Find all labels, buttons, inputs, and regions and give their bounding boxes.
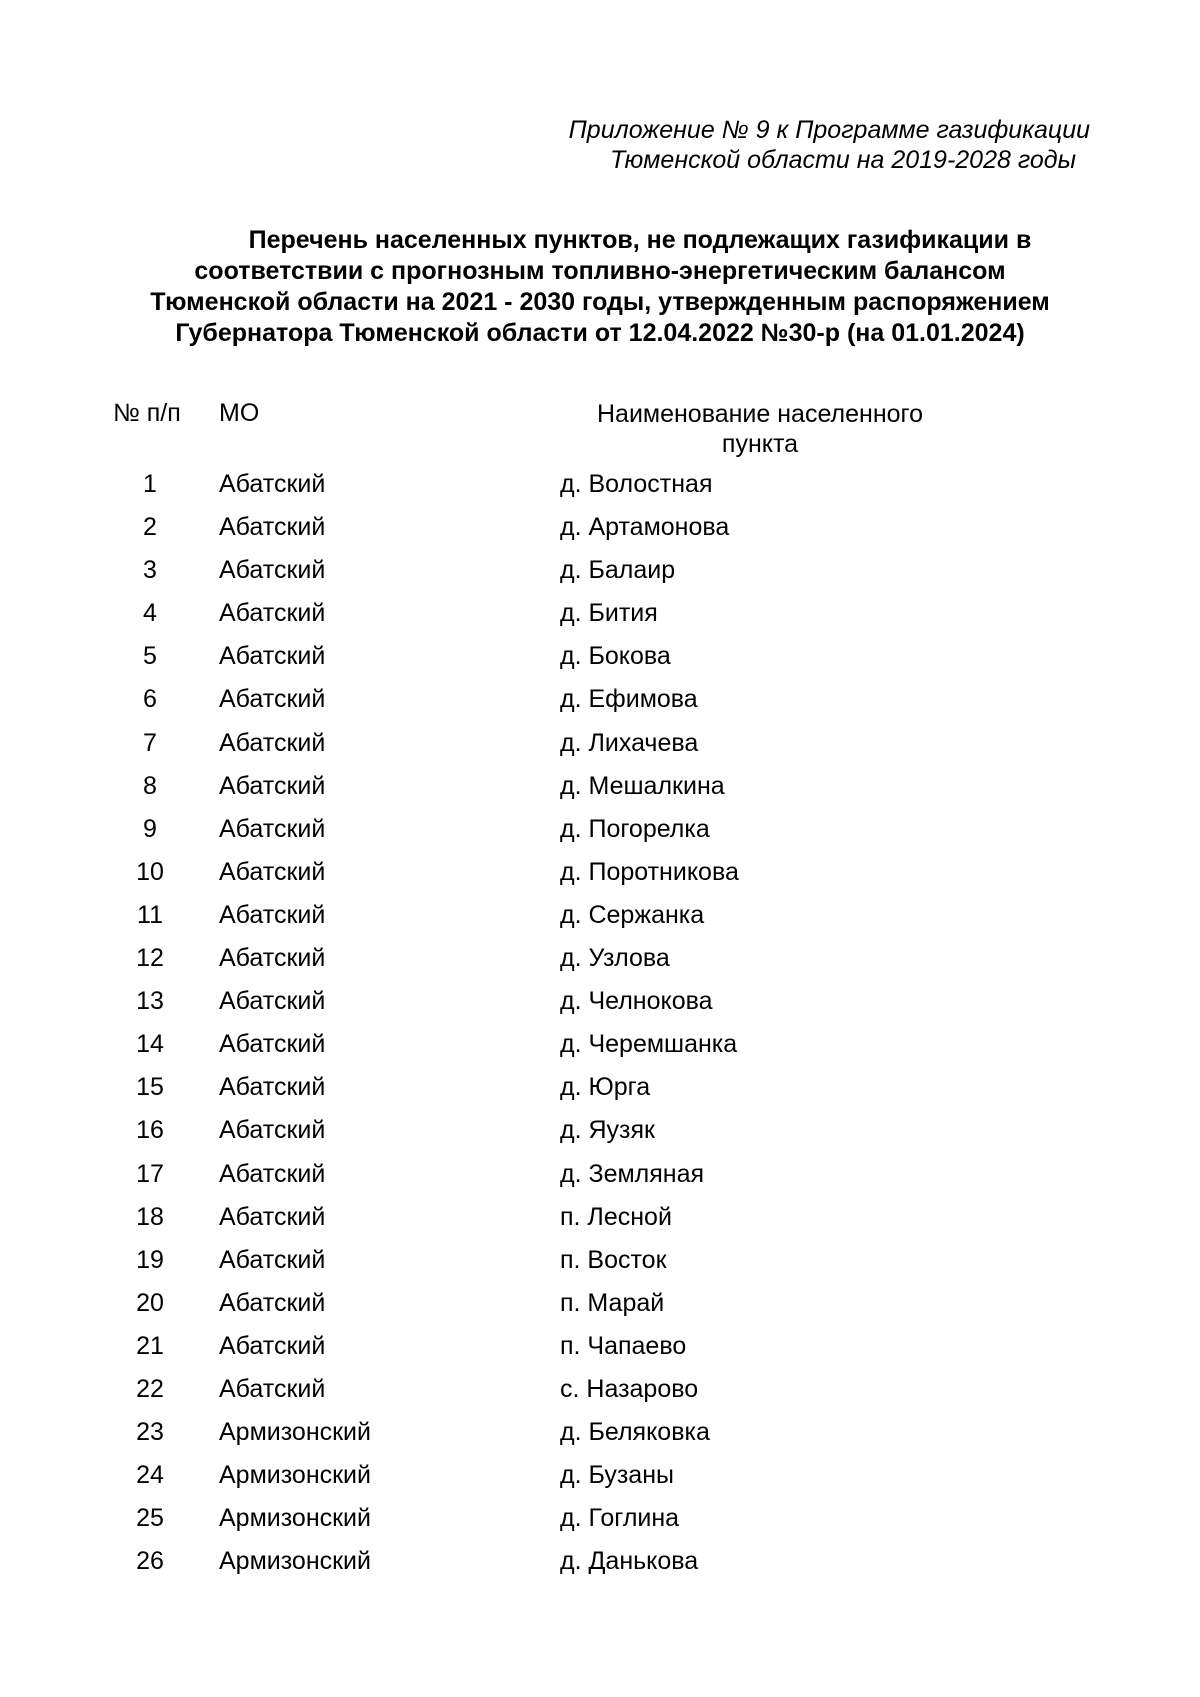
table-row: [0, 1153, 1200, 1196]
row-number: 18: [136, 1202, 164, 1231]
title-line-3: Тюменской области на 2021 - 2030 годы, утвержденным распоряжением: [150, 288, 1050, 316]
row-number: 2: [143, 513, 157, 542]
row-municipality: Абатский: [219, 771, 326, 800]
row-municipality: Армизонский: [219, 1547, 371, 1576]
table-row: [0, 1540, 1200, 1583]
row-municipality: Абатский: [219, 1159, 326, 1188]
table-row: [0, 592, 1200, 635]
row-number: 23: [136, 1418, 164, 1447]
row-municipality: Абатский: [219, 513, 326, 542]
row-number: 13: [136, 987, 164, 1016]
appendix-line-2: Тюменской области на 2019-2028 годы: [610, 146, 1076, 174]
row-municipality: Абатский: [219, 556, 326, 585]
row-municipality: Абатский: [219, 1202, 326, 1231]
row-settlement-name: д. Бития: [560, 599, 658, 628]
row-municipality: Абатский: [219, 1116, 326, 1145]
row-settlement-name: д. Артамонова: [560, 513, 730, 542]
table-row: [0, 765, 1200, 808]
row-number: 20: [136, 1288, 164, 1317]
row-number: 19: [136, 1245, 164, 1274]
row-settlement-name: д. Ефимова: [560, 685, 698, 714]
row-municipality: Абатский: [219, 944, 326, 973]
title-line-4: Губернатора Тюменской области от 12.04.2022 №30-р (на 01.01.2024): [175, 319, 1025, 347]
row-settlement-name: д. Погорелка: [560, 814, 710, 843]
row-municipality: Абатский: [219, 1374, 326, 1403]
title-line-1: Перечень населенных пунктов, не подлежащих газификации в: [248, 226, 1032, 254]
row-municipality: Абатский: [219, 1288, 326, 1317]
row-municipality: Абатский: [219, 470, 326, 498]
appendix-line-1: Приложение № 9 к Программе газификации: [568, 116, 1090, 144]
row-settlement-name: п. Восток: [560, 1245, 667, 1274]
row-settlement-name: д. Мешалкина: [560, 771, 725, 800]
row-settlement-name: д. Балаир: [560, 556, 676, 585]
table-row: [0, 1109, 1200, 1152]
table-row: [0, 1497, 1200, 1540]
row-number: 15: [136, 1073, 164, 1102]
appendix-note: [0, 115, 1090, 175]
row-number: 3: [143, 556, 157, 585]
row-municipality: Абатский: [219, 987, 326, 1016]
row-municipality: Абатский: [219, 1331, 326, 1360]
row-settlement-name: д. Черемшанка: [560, 1030, 738, 1059]
table-row: [0, 1411, 1200, 1454]
row-settlement-name: д. Лихачева: [560, 728, 699, 757]
row-settlement-name: д. Юрга: [560, 1073, 651, 1102]
row-municipality: Абатский: [219, 814, 326, 843]
row-settlement-name: д. Земляная: [560, 1159, 705, 1188]
table-row: [0, 678, 1200, 721]
row-municipality: Абатский: [219, 728, 326, 757]
row-settlement-name: с. Назарово: [560, 1374, 699, 1403]
row-number: 4: [143, 599, 157, 628]
table-row: [0, 851, 1200, 894]
table-row: [0, 937, 1200, 980]
row-number: 1: [143, 470, 157, 498]
table-row: [0, 722, 1200, 765]
row-settlement-name: д. Волостная: [560, 470, 713, 498]
row-number: 14: [136, 1030, 164, 1059]
row-number: 9: [143, 814, 157, 843]
table-header: [0, 399, 1200, 459]
row-municipality: Абатский: [219, 1245, 326, 1274]
table-row: [0, 1325, 1200, 1368]
table-row: [0, 808, 1200, 851]
row-number: 5: [143, 642, 157, 671]
table-row: [0, 1239, 1200, 1282]
row-number: 16: [136, 1116, 164, 1145]
header-settlement-name-line-1: Наименование населенного: [596, 400, 923, 428]
row-settlement-name: п. Чапаево: [560, 1331, 687, 1360]
row-number: 11: [137, 900, 163, 929]
row-number: 8: [143, 771, 157, 800]
row-number: 24: [136, 1461, 164, 1490]
table-row: [0, 1368, 1200, 1411]
table-row: [0, 635, 1200, 678]
row-settlement-name: д. Бокова: [560, 642, 671, 671]
row-settlement-name: д. Челнокова: [560, 987, 713, 1016]
table-row: [0, 894, 1200, 937]
row-settlement-name: д. Беляковка: [560, 1418, 710, 1447]
row-settlement-name: д. Данькова: [560, 1547, 699, 1576]
header-settlement-name-line-2: пункта: [721, 430, 799, 458]
row-municipality: Армизонский: [219, 1461, 371, 1490]
row-number: 6: [143, 685, 157, 714]
table-row: [0, 1023, 1200, 1066]
header-settlement-name: [560, 399, 960, 459]
row-municipality: Абатский: [219, 599, 326, 628]
row-municipality: Абатский: [219, 685, 326, 714]
table-row: [0, 463, 1200, 506]
row-settlement-name: п. Марай: [560, 1288, 665, 1317]
header-municipality: МО: [219, 399, 260, 427]
row-municipality: Абатский: [219, 1073, 326, 1102]
table-row: [0, 1196, 1200, 1239]
row-number: 22: [136, 1374, 164, 1403]
row-number: 26: [136, 1547, 164, 1576]
table-row: [0, 980, 1200, 1023]
row-municipality: Армизонский: [219, 1418, 371, 1447]
row-number: 21: [136, 1331, 164, 1360]
document-title: [70, 225, 1130, 349]
row-municipality: Абатский: [219, 642, 326, 671]
row-number: 10: [136, 857, 164, 886]
row-number: 12: [136, 944, 164, 973]
table-row: [0, 1454, 1200, 1497]
row-number: 17: [136, 1159, 164, 1188]
header-number: № п/п: [113, 399, 181, 427]
table-row: [0, 506, 1200, 549]
row-number: 25: [136, 1504, 164, 1533]
row-number: 7: [143, 728, 157, 757]
row-settlement-name: д. Гоглина: [560, 1504, 680, 1533]
row-municipality: Абатский: [219, 900, 326, 929]
table-row: [0, 1282, 1200, 1325]
row-settlement-name: д. Бузаны: [560, 1461, 674, 1490]
table-row: [0, 549, 1200, 592]
row-municipality: Армизонский: [219, 1504, 371, 1533]
row-municipality: Абатский: [219, 1030, 326, 1059]
row-settlement-name: п. Лесной: [560, 1202, 672, 1231]
row-settlement-name: д. Узлова: [560, 944, 670, 973]
table-body: [0, 463, 1200, 1583]
row-municipality: Абатский: [219, 857, 326, 886]
row-settlement-name: д. Сержанка: [560, 900, 705, 929]
table-row: [0, 1066, 1200, 1109]
title-line-2: соответствии с прогнозным топливно-энергетическим балансом: [194, 257, 1006, 285]
row-settlement-name: д. Поротникова: [560, 857, 739, 886]
row-settlement-name: д. Яузяк: [560, 1116, 655, 1145]
